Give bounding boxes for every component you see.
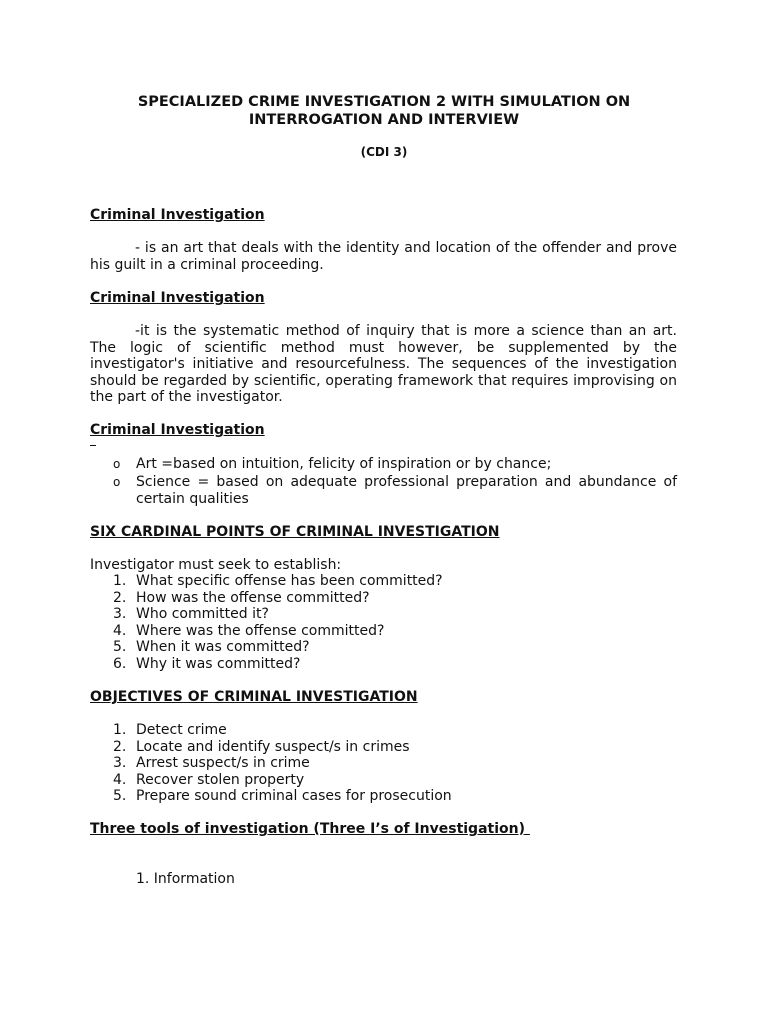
cardinal-item: When it was committed?	[136, 639, 310, 655]
definition-paragraph-1: - is an art that deals with the identity and location of the offender and prove his guilt in a criminal proceeding.	[90, 240, 677, 273]
list-number: 1.	[113, 573, 127, 589]
section-heading-criminal-investigation-1: Criminal Investigation	[90, 207, 265, 223]
section-heading-criminal-investigation-2: Criminal Investigation	[90, 290, 265, 306]
cardinal-item: What specific offense has been committed?	[136, 573, 443, 589]
bullet-art: Art =based on intuition, felicity of inspiration or by chance;	[136, 456, 552, 472]
list-number: 4.	[113, 623, 127, 639]
cardinal-item: Why it was committed?	[136, 656, 301, 672]
list-number: 3.	[113, 606, 127, 622]
section-heading-criminal-investigation-3: Criminal Investigation	[90, 422, 265, 438]
cardinal-item: Where was the offense committed?	[136, 623, 385, 639]
section-heading-objectives: OBJECTIVES OF CRIMINAL INVESTIGATION	[90, 689, 418, 705]
document-title-line-1: SPECIALIZED CRIME INVESTIGATION 2 WITH SIMULATION ON	[137, 94, 631, 110]
objective-item: Detect crime	[136, 722, 227, 738]
list-number: 6.	[113, 656, 127, 672]
objective-item: Locate and identify suspect/s in crimes	[136, 739, 410, 755]
list-number: 3.	[113, 755, 127, 771]
document-title-line-2: INTERROGATION AND INTERVIEW	[248, 112, 520, 128]
list-number: 2.	[113, 590, 127, 606]
cardinal-item: How was the offense committed?	[136, 590, 370, 606]
empty-paragraph-mark	[90, 445, 96, 446]
tools-item-information: 1. Information	[136, 871, 235, 887]
bullet-marker: o	[113, 475, 121, 489]
section-heading-three-tools: Three tools of investigation (Three I’s of Investigation)	[90, 821, 530, 837]
section-heading-six-cardinal-points: SIX CARDINAL POINTS OF CRIMINAL INVESTIGATION	[90, 524, 500, 540]
objective-item: Arrest suspect/s in crime	[136, 755, 310, 771]
bullet-science: Science = based on adequate professional preparation and abundance of certain qualities	[136, 474, 677, 507]
list-number: 1.	[113, 722, 127, 738]
list-number: 4.	[113, 772, 127, 788]
bullet-marker: o	[113, 457, 121, 471]
list-number: 5.	[113, 788, 127, 804]
objective-item: Prepare sound criminal cases for prosecution	[136, 788, 452, 804]
list-number: 2.	[113, 739, 127, 755]
cardinal-intro: Investigator must seek to establish:	[90, 557, 342, 573]
course-code: (CDI 3)	[360, 145, 408, 159]
definition-paragraph-2: -it is the systematic method of inquiry that is more a science than an art. The logic of scientific method must however, be supplemented by the investigator's initiative and resourcefulness. The sequences of the investigation should be regarded by scientific, operating framework that requires improvising on the part of the investigator.	[90, 323, 677, 406]
cardinal-item: Who committed it?	[136, 606, 269, 622]
objective-item: Recover stolen property	[136, 772, 305, 788]
list-number: 5.	[113, 639, 127, 655]
